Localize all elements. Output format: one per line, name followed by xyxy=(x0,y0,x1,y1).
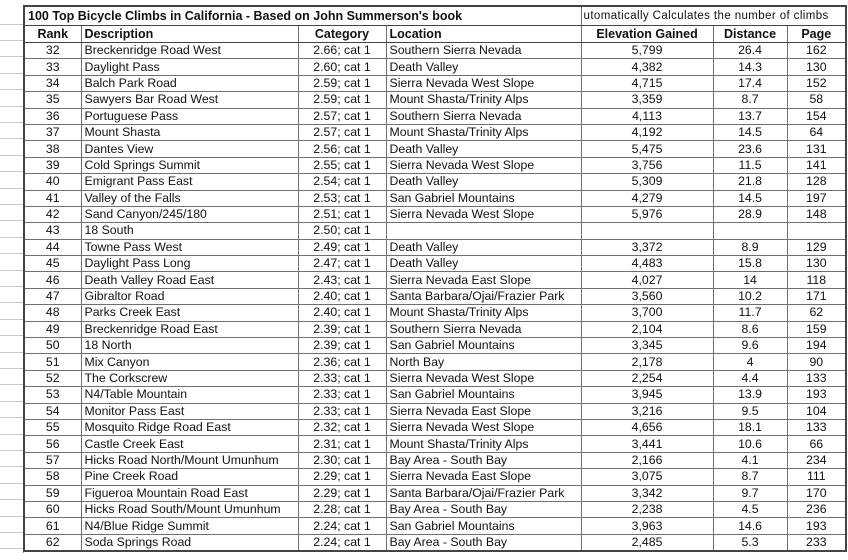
cell-page[interactable]: 154 xyxy=(787,108,846,124)
cell-page[interactable]: 130 xyxy=(787,256,846,272)
cell-distance[interactable]: 13.9 xyxy=(713,387,787,403)
row-separator xyxy=(0,516,23,517)
cell-page[interactable]: 193 xyxy=(787,518,846,534)
row-separator xyxy=(0,401,23,402)
cell-description[interactable]: Hicks Road South/Mount Umunhum xyxy=(81,501,298,517)
cell-category[interactable]: 2.32; cat 1 xyxy=(298,419,386,435)
cell-category[interactable]: 2.36; cat 1 xyxy=(298,354,386,370)
cell-elevation[interactable]: 4,192 xyxy=(581,124,713,140)
cell-distance[interactable]: 14.5 xyxy=(713,190,787,206)
table-row xyxy=(24,43,846,59)
row-separator xyxy=(0,204,23,205)
table-row xyxy=(24,223,846,239)
cell-rank[interactable]: 35 xyxy=(24,92,81,108)
cell-page[interactable]: 129 xyxy=(787,239,846,255)
table-row xyxy=(24,338,846,354)
cell-elevation[interactable]: 3,700 xyxy=(581,305,713,321)
cell-category[interactable]: 2.28; cat 1 xyxy=(298,501,386,517)
row-separator xyxy=(0,171,23,172)
cell-elevation[interactable]: 2,254 xyxy=(581,370,713,386)
col-header-distance[interactable]: Distance xyxy=(713,26,787,43)
cell-description[interactable]: Gibraltor Road xyxy=(81,288,298,304)
cell-rank[interactable]: 36 xyxy=(24,108,81,124)
cell-description[interactable]: Daylight Pass Long xyxy=(81,256,298,272)
cell-distance[interactable]: 9.5 xyxy=(713,403,787,419)
cell-rank[interactable]: 56 xyxy=(24,436,81,452)
row-separator xyxy=(0,56,23,57)
cell-category[interactable]: 2.51; cat 1 xyxy=(298,206,386,222)
cell-elevation[interactable]: 3,345 xyxy=(581,338,713,354)
cell-rank[interactable]: 39 xyxy=(24,157,81,173)
table-row xyxy=(24,288,846,304)
col-header-location[interactable]: Location xyxy=(386,26,581,43)
cell-category[interactable]: 2.57; cat 1 xyxy=(298,108,386,124)
cell-description[interactable]: N4/Table Mountain xyxy=(81,387,298,403)
cell-category[interactable]: 2.59; cat 1 xyxy=(298,92,386,108)
cell-page[interactable]: 141 xyxy=(787,157,846,173)
cell-page[interactable]: 148 xyxy=(787,206,846,222)
cell-description[interactable]: Breckenridge Road East xyxy=(81,321,298,337)
row-separator xyxy=(0,138,23,139)
row-separator xyxy=(0,335,23,336)
cell-category[interactable]: 2.33; cat 1 xyxy=(298,403,386,419)
cell-distance[interactable]: 4.1 xyxy=(713,452,787,468)
cell-location[interactable]: Sierra Nevada East Slope xyxy=(386,469,581,485)
climbs-table xyxy=(23,5,847,552)
cell-category[interactable]: 2.33; cat 1 xyxy=(298,387,386,403)
col-header-description[interactable]: Description xyxy=(81,26,298,43)
cell-rank[interactable]: 54 xyxy=(24,403,81,419)
cell-distance[interactable]: 8.7 xyxy=(713,92,787,108)
cell-location[interactable]: Sierra Nevada West Slope xyxy=(386,419,581,435)
cell-elevation[interactable]: 5,976 xyxy=(581,206,713,222)
cell-location[interactable]: Mount Shasta/Trinity Alps xyxy=(386,305,581,321)
cell-elevation[interactable]: 3,359 xyxy=(581,92,713,108)
cell-category[interactable]: 2.66; cat 1 xyxy=(298,43,386,59)
cell-page[interactable]: 159 xyxy=(787,321,846,337)
cell-description[interactable]: Figueroa Mountain Road East xyxy=(81,485,298,501)
table-row xyxy=(24,75,846,91)
cell-page[interactable]: 128 xyxy=(787,174,846,190)
row-separator xyxy=(0,24,23,25)
cell-page[interactable]: 62 xyxy=(787,305,846,321)
cell-location[interactable]: Bay Area - South Bay xyxy=(386,501,581,517)
cell-distance[interactable]: 11.7 xyxy=(713,305,787,321)
cell-rank[interactable]: 58 xyxy=(24,469,81,485)
cell-category[interactable]: 2.55; cat 1 xyxy=(298,157,386,173)
row-separator xyxy=(0,286,23,287)
row-separator xyxy=(0,319,23,320)
cell-location[interactable]: Southern Sierra Nevada xyxy=(386,108,581,124)
cell-description[interactable]: Mosquito Ridge Road East xyxy=(81,419,298,435)
table-row xyxy=(24,534,846,551)
cell-distance[interactable]: 26.4 xyxy=(713,43,787,59)
cell-page[interactable]: 111 xyxy=(787,469,846,485)
row-separator xyxy=(0,188,23,189)
cell-category[interactable]: 2.47; cat 1 xyxy=(298,256,386,272)
row-separator xyxy=(0,73,23,74)
cell-rank[interactable]: 43 xyxy=(24,223,81,239)
cell-description[interactable]: Valley of the Falls xyxy=(81,190,298,206)
table-row xyxy=(24,419,846,435)
cell-location[interactable]: Sierra Nevada West Slope xyxy=(386,75,581,91)
cell-category[interactable]: 2.30; cat 1 xyxy=(298,452,386,468)
table-row xyxy=(24,256,846,272)
cell-page[interactable]: 170 xyxy=(787,485,846,501)
cell-category[interactable]: 2.31; cat 1 xyxy=(298,436,386,452)
cell-category[interactable]: 2.57; cat 1 xyxy=(298,124,386,140)
cell-location[interactable]: Sierra Nevada East Slope xyxy=(386,403,581,419)
cell-rank[interactable]: 37 xyxy=(24,124,81,140)
row-separator xyxy=(0,122,23,123)
cell-rank[interactable]: 40 xyxy=(24,174,81,190)
cell-description[interactable]: The Corkscrew xyxy=(81,370,298,386)
cell-page[interactable]: 233 xyxy=(787,534,846,551)
row-separator xyxy=(0,450,23,451)
cell-category[interactable]: 2.60; cat 1 xyxy=(298,59,386,75)
cell-page[interactable]: 197 xyxy=(787,190,846,206)
cell-elevation[interactable]: 2,485 xyxy=(581,534,713,551)
cell-distance[interactable]: 14.5 xyxy=(713,124,787,140)
cell-description[interactable]: Portuguese Pass xyxy=(81,108,298,124)
cell-rank[interactable]: 34 xyxy=(24,75,81,91)
cell-rank[interactable]: 57 xyxy=(24,452,81,468)
row-separator xyxy=(0,417,23,418)
cell-category[interactable]: 2.54; cat 1 xyxy=(298,174,386,190)
cell-distance[interactable]: 11.5 xyxy=(713,157,787,173)
table-row xyxy=(24,124,846,140)
cell-elevation[interactable]: 3,342 xyxy=(581,485,713,501)
cell-distance[interactable]: 4.4 xyxy=(713,370,787,386)
cell-elevation[interactable]: 3,945 xyxy=(581,387,713,403)
cell-rank[interactable]: 47 xyxy=(24,288,81,304)
cell-rank[interactable]: 48 xyxy=(24,305,81,321)
table-row xyxy=(24,206,846,222)
cell-distance[interactable]: 18.1 xyxy=(713,419,787,435)
cell-elevation[interactable] xyxy=(581,223,713,239)
cell-page[interactable]: 133 xyxy=(787,370,846,386)
cell-location[interactable]: Sierra Nevada West Slope xyxy=(386,370,581,386)
cell-category[interactable]: 2.50; cat 1 xyxy=(298,223,386,239)
cell-rank[interactable]: 53 xyxy=(24,387,81,403)
cell-distance[interactable]: 14.3 xyxy=(713,59,787,75)
cell-elevation[interactable]: 2,166 xyxy=(581,452,713,468)
cell-description[interactable]: Pine Creek Road xyxy=(81,469,298,485)
sheet-title[interactable]: 100 Top Bicycle Climbs in California - Based on John Summerson's book xyxy=(24,6,581,26)
cell-location[interactable]: North Bay xyxy=(386,354,581,370)
row-header-strip xyxy=(0,5,24,553)
cell-location[interactable]: San Gabriel Mountains xyxy=(386,387,581,403)
cell-description[interactable]: 18 South xyxy=(81,223,298,239)
col-header-category[interactable]: Category xyxy=(298,26,386,43)
cell-description[interactable]: Towne Pass West xyxy=(81,239,298,255)
cell-rank[interactable]: 32 xyxy=(24,43,81,59)
cell-distance[interactable]: 21.8 xyxy=(713,174,787,190)
cell-category[interactable]: 2.33; cat 1 xyxy=(298,370,386,386)
cell-elevation[interactable]: 3,216 xyxy=(581,403,713,419)
cell-category[interactable]: 2.29; cat 1 xyxy=(298,485,386,501)
row-separator xyxy=(0,155,23,156)
row-separator xyxy=(0,302,23,303)
cell-description[interactable]: Breckenridge Road West xyxy=(81,43,298,59)
cell-elevation[interactable]: 2,238 xyxy=(581,501,713,517)
cell-description[interactable]: Daylight Pass xyxy=(81,59,298,75)
cell-rank[interactable]: 60 xyxy=(24,501,81,517)
cell-rank[interactable]: 62 xyxy=(24,534,81,551)
cell-elevation[interactable]: 2,104 xyxy=(581,321,713,337)
row-separator xyxy=(0,40,23,41)
cell-description[interactable]: Sawyers Bar Road West xyxy=(81,92,298,108)
cell-page[interactable] xyxy=(787,223,846,239)
cell-elevation[interactable]: 3,963 xyxy=(581,518,713,534)
cell-page[interactable]: 234 xyxy=(787,452,846,468)
title-row xyxy=(24,6,846,26)
row-separator xyxy=(0,434,23,435)
table-row xyxy=(24,354,846,370)
cell-description[interactable]: Mix Canyon xyxy=(81,354,298,370)
cell-distance[interactable]: 14 xyxy=(713,272,787,288)
cell-distance[interactable]: 9.6 xyxy=(713,338,787,354)
table-row xyxy=(24,174,846,190)
table-row xyxy=(24,452,846,468)
cell-elevation[interactable]: 3,372 xyxy=(581,239,713,255)
cell-rank[interactable]: 49 xyxy=(24,321,81,337)
row-separator xyxy=(0,532,23,533)
col-header-page[interactable]: Page xyxy=(787,26,846,43)
table-row xyxy=(24,501,846,517)
cell-page[interactable]: 193 xyxy=(787,387,846,403)
col-header-elevation[interactable]: Elevation Gained xyxy=(581,26,713,43)
cell-elevation[interactable]: 4,027 xyxy=(581,272,713,288)
cell-elevation[interactable]: 3,756 xyxy=(581,157,713,173)
cell-category[interactable]: 2.24; cat 1 xyxy=(298,534,386,551)
cell-location[interactable]: Southern Sierra Nevada xyxy=(386,321,581,337)
cell-description[interactable]: Parks Creek East xyxy=(81,305,298,321)
cell-location[interactable]: Death Valley xyxy=(386,59,581,75)
row-separator xyxy=(0,499,23,500)
row-separator xyxy=(0,483,23,484)
cell-elevation[interactable]: 5,799 xyxy=(581,43,713,59)
table-row xyxy=(24,518,846,534)
cell-elevation[interactable]: 4,483 xyxy=(581,256,713,272)
cell-distance[interactable]: 17.4 xyxy=(713,75,787,91)
cell-category[interactable]: 2.40; cat 1 xyxy=(298,305,386,321)
row-separator xyxy=(0,253,23,254)
row-separator xyxy=(0,270,23,271)
cell-page[interactable]: 152 xyxy=(787,75,846,91)
cell-location[interactable]: Sierra Nevada East Slope xyxy=(386,272,581,288)
table-row xyxy=(24,321,846,337)
cell-distance[interactable]: 28.9 xyxy=(713,206,787,222)
cell-location[interactable]: Death Valley xyxy=(386,174,581,190)
row-separator xyxy=(0,106,23,107)
cell-distance[interactable]: 23.6 xyxy=(713,141,787,157)
cell-description[interactable]: Soda Springs Road xyxy=(81,534,298,551)
row-separator xyxy=(0,237,23,238)
cell-location[interactable]: Death Valley xyxy=(386,256,581,272)
auto-calc-note[interactable]: utomatically Calculates the number of climbs xyxy=(581,6,846,26)
row-separator xyxy=(0,352,23,353)
cell-location[interactable] xyxy=(386,223,581,239)
cell-elevation[interactable]: 4,113 xyxy=(581,108,713,124)
cell-distance[interactable]: 4.5 xyxy=(713,501,787,517)
cell-location[interactable]: Mount Shasta/Trinity Alps xyxy=(386,92,581,108)
cell-description[interactable]: Balch Park Road xyxy=(81,75,298,91)
cell-elevation[interactable]: 4,715 xyxy=(581,75,713,91)
cell-rank[interactable]: 45 xyxy=(24,256,81,272)
cell-distance[interactable]: 8.9 xyxy=(713,239,787,255)
cell-elevation[interactable]: 3,075 xyxy=(581,469,713,485)
cell-rank[interactable]: 44 xyxy=(24,239,81,255)
cell-distance[interactable]: 8.6 xyxy=(713,321,787,337)
cell-description[interactable]: Mount Shasta xyxy=(81,124,298,140)
table-row xyxy=(24,157,846,173)
table-row xyxy=(24,370,846,386)
row-separator xyxy=(0,548,23,549)
cell-rank[interactable]: 42 xyxy=(24,206,81,222)
cell-rank[interactable]: 41 xyxy=(24,190,81,206)
cell-elevation[interactable]: 4,279 xyxy=(581,190,713,206)
row-separator xyxy=(0,466,23,467)
table-row xyxy=(24,141,846,157)
cell-rank[interactable]: 46 xyxy=(24,272,81,288)
cell-page[interactable]: 171 xyxy=(787,288,846,304)
cell-location[interactable]: San Gabriel Mountains xyxy=(386,518,581,534)
cell-description[interactable]: Monitor Pass East xyxy=(81,403,298,419)
cell-distance[interactable]: 10.6 xyxy=(713,436,787,452)
cell-category[interactable]: 2.24; cat 1 xyxy=(298,518,386,534)
cell-location[interactable]: Bay Area - South Bay xyxy=(386,534,581,551)
cell-distance[interactable]: 15.8 xyxy=(713,256,787,272)
cell-location[interactable]: San Gabriel Mountains xyxy=(386,190,581,206)
cell-location[interactable]: Mount Shasta/Trinity Alps xyxy=(386,124,581,140)
cell-page[interactable]: 66 xyxy=(787,436,846,452)
cell-category[interactable]: 2.40; cat 1 xyxy=(298,288,386,304)
cell-page[interactable]: 90 xyxy=(787,354,846,370)
row-separator xyxy=(0,368,23,369)
cell-location[interactable]: Santa Barbara/Ojai/Frazier Park xyxy=(386,485,581,501)
cell-category[interactable]: 2.29; cat 1 xyxy=(298,469,386,485)
cell-location[interactable]: Bay Area - South Bay xyxy=(386,452,581,468)
cell-location[interactable]: Sierra Nevada West Slope xyxy=(386,157,581,173)
table-row xyxy=(24,469,846,485)
table-row xyxy=(24,239,846,255)
cell-elevation[interactable]: 4,656 xyxy=(581,419,713,435)
cell-rank[interactable]: 50 xyxy=(24,338,81,354)
cell-distance[interactable]: 13.7 xyxy=(713,108,787,124)
cell-location[interactable]: San Gabriel Mountains xyxy=(386,338,581,354)
cell-distance[interactable] xyxy=(713,223,787,239)
cell-location[interactable]: Santa Barbara/Ojai/Frazier Park xyxy=(386,288,581,304)
cell-category[interactable]: 2.49; cat 1 xyxy=(298,239,386,255)
table-row xyxy=(24,272,846,288)
cell-location[interactable]: Death Valley xyxy=(386,239,581,255)
header-row xyxy=(24,26,846,43)
cell-distance[interactable]: 9.7 xyxy=(713,485,787,501)
cell-rank[interactable]: 51 xyxy=(24,354,81,370)
cell-description[interactable]: Sand Canyon/245/180 xyxy=(81,206,298,222)
cell-distance[interactable]: 5.3 xyxy=(713,534,787,551)
cell-elevation[interactable]: 5,475 xyxy=(581,141,713,157)
cell-distance[interactable]: 4 xyxy=(713,354,787,370)
cell-description[interactable]: Hicks Road North/Mount Umunhum xyxy=(81,452,298,468)
cell-page[interactable]: 194 xyxy=(787,338,846,354)
cell-description[interactable]: Dantes View xyxy=(81,141,298,157)
cell-description[interactable]: Cold Springs Summit xyxy=(81,157,298,173)
table-row xyxy=(24,403,846,419)
cell-page[interactable]: 104 xyxy=(787,403,846,419)
cell-rank[interactable]: 52 xyxy=(24,370,81,386)
cell-description[interactable]: Castle Creek East xyxy=(81,436,298,452)
cell-page[interactable]: 133 xyxy=(787,419,846,435)
cell-page[interactable]: 64 xyxy=(787,124,846,140)
row-separator xyxy=(0,220,23,221)
cell-elevation[interactable]: 4,382 xyxy=(581,59,713,75)
cell-category[interactable]: 2.56; cat 1 xyxy=(298,141,386,157)
cell-page[interactable]: 58 xyxy=(787,92,846,108)
cell-rank[interactable]: 61 xyxy=(24,518,81,534)
cell-elevation[interactable]: 3,441 xyxy=(581,436,713,452)
cell-distance[interactable]: 14.6 xyxy=(713,518,787,534)
cell-elevation[interactable]: 5,309 xyxy=(581,174,713,190)
cell-rank[interactable]: 38 xyxy=(24,141,81,157)
cell-description[interactable]: Death Valley Road East xyxy=(81,272,298,288)
table-row xyxy=(24,436,846,452)
cell-category[interactable]: 2.39; cat 1 xyxy=(298,338,386,354)
cell-distance[interactable]: 10.2 xyxy=(713,288,787,304)
cell-location[interactable]: Southern Sierra Nevada xyxy=(386,43,581,59)
cell-rank[interactable]: 59 xyxy=(24,485,81,501)
cell-page[interactable]: 236 xyxy=(787,501,846,517)
cell-category[interactable]: 2.53; cat 1 xyxy=(298,190,386,206)
table-row xyxy=(24,485,846,501)
cell-description[interactable]: N4/Blue Ridge Summit xyxy=(81,518,298,534)
table-row xyxy=(24,305,846,321)
cell-elevation[interactable]: 3,560 xyxy=(581,288,713,304)
col-header-rank[interactable]: Rank xyxy=(24,26,81,43)
cell-distance[interactable]: 8.7 xyxy=(713,469,787,485)
cell-location[interactable]: Death Valley xyxy=(386,141,581,157)
cell-location[interactable]: Mount Shasta/Trinity Alps xyxy=(386,436,581,452)
row-separator xyxy=(0,384,23,385)
table-row xyxy=(24,108,846,124)
cell-location[interactable]: Sierra Nevada West Slope xyxy=(386,206,581,222)
cell-description[interactable]: Emigrant Pass East xyxy=(81,174,298,190)
cell-category[interactable]: 2.39; cat 1 xyxy=(298,321,386,337)
table-row xyxy=(24,190,846,206)
cell-page[interactable]: 162 xyxy=(787,43,846,59)
cell-category[interactable]: 2.43; cat 1 xyxy=(298,272,386,288)
table-row xyxy=(24,92,846,108)
table-row xyxy=(24,59,846,75)
cell-rank[interactable]: 33 xyxy=(24,59,81,75)
cell-category[interactable]: 2.59; cat 1 xyxy=(298,75,386,91)
cell-page[interactable]: 130 xyxy=(787,59,846,75)
cell-page[interactable]: 118 xyxy=(787,272,846,288)
cell-rank[interactable]: 55 xyxy=(24,419,81,435)
cell-page[interactable]: 131 xyxy=(787,141,846,157)
cell-elevation[interactable]: 2,178 xyxy=(581,354,713,370)
row-separator xyxy=(0,89,23,90)
cell-description[interactable]: 18 North xyxy=(81,338,298,354)
table-row xyxy=(24,387,846,403)
